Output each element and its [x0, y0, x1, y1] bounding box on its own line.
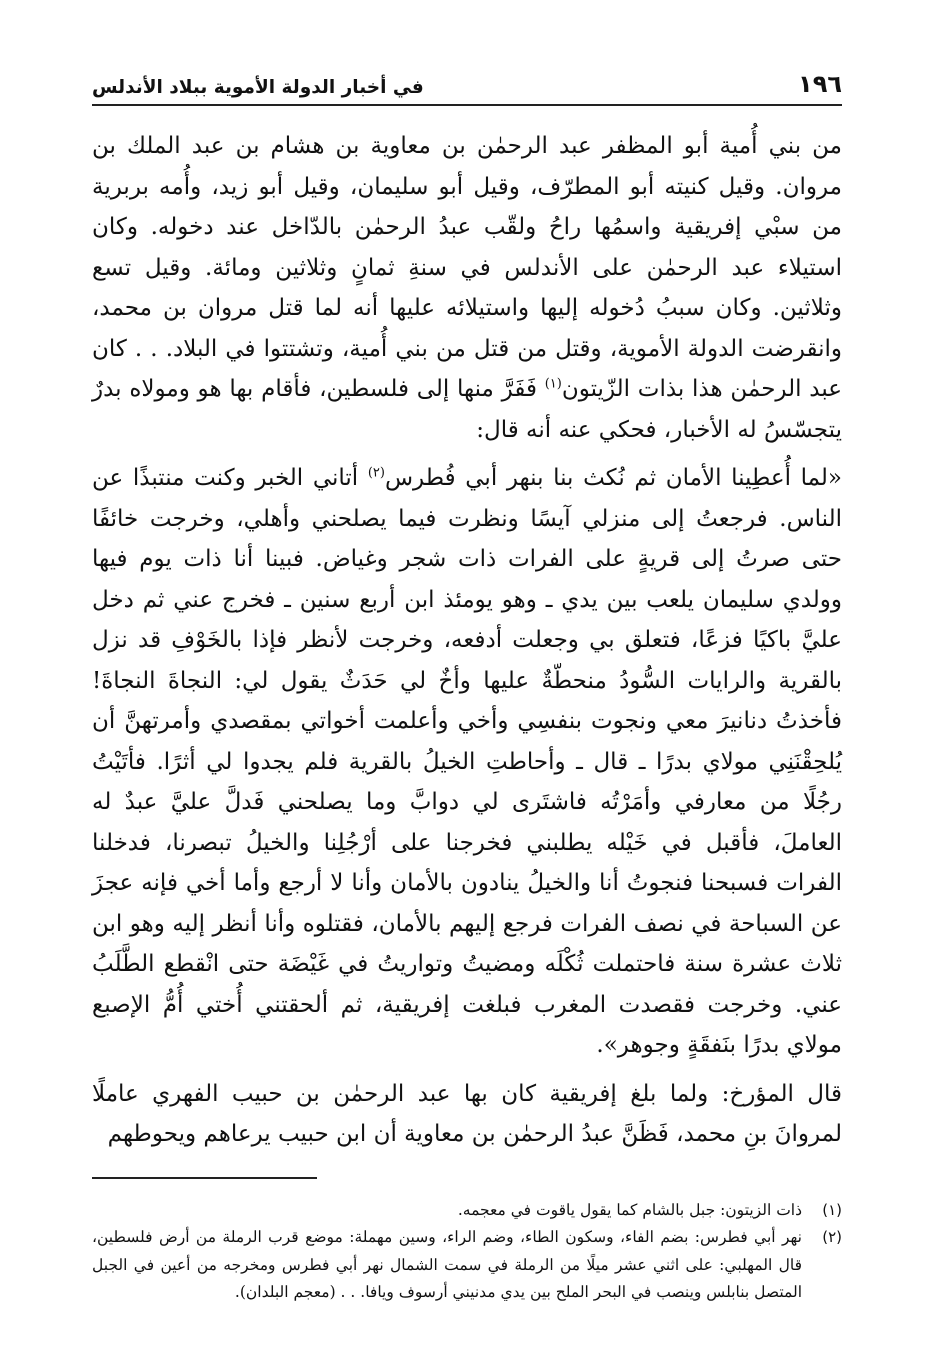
footnote-text: نهر أبي فطرس: بضم الفاء، وسكون الطاء، وضم الراء، وسين مهملة: موضع قرب الرملة من أرض فلسطين، قال المهلبي: على اثني عشر ميلًا من الرملة في سمت الشمال نهر أبي فطرس ومخرجه من أعين في الجبل المتصل بنابلس وينصب في البحر الملح بين يدي مدنيني أرسوف ويافا. . . (معجم البلدان).	[92, 1228, 802, 1301]
footnote-text: ذات الزيتون: جبل بالشام كما يقول ياقوت في معجمه.	[457, 1200, 802, 1219]
paragraph-text: أتاني الخبر وكنت منتبذًا عن الناس. فرجعتُ إلى منزلي آيسًا ونظرت فيما يصلحني وأهلي، وخرجت خائفًا حتى صرتُ إلى قريةٍ على الفرات ذات شجر وغياض. فبينا أنا ذات يوم فيها وولدي سليمان يلعب بين يدي ـ وهو يومئذ ابن أربع سنين ـ فخرج عني ثم دخل عليَّ باكيًا فزعًا، فتعلق بي وجعلت أدفعه، وخرجت لأنظر فإذا بالخَوْفِ قد نزل بالقرية والرايات السُّودُ منحطّةٌ عليها وأخٌ لي حَدَثٌ يقول لي: النجاةَ النجاةَ! فأخذتُ دنانيرَ معي ونجوت بنفسِي وأخي وأعلمت أخواتي بمقصدي وأمرتهنَّ أن يُلحِقْنَنِي مولاي بدرًا ـ قال ـ وأحاطتِ الخيلُ بالقرية فلم يجدوا لي أثرًا. فأتَيْتُ رجُلًا من معارفي وأمَرْتُه فاشتَرى لي دوابَّ وما يصلحني فَدلَّ عليَّ عبدٌ له العاملَ، فأقبل في خَيْله يطلبني فخرجنا على أرْجُلِنا والخيلُ تبصرنا، فدخلنا الفرات فسبحنا فنجوتُ أنا والخيلُ ينادون بالأمان وأنا لا أرجع وأما أخي فإنه عجزَ عن السباحة في نصف الفرات فرجع إليهم بالأمان، فقتلوه وأنا أنظر إليه وهو ابن ثلاث عشرة سنة فاحتملت ثُكْلَه ومضيتُ وتواريتُ في غَيْضَة حتى انْقطع الطَّلَبُ عني. وخرجت فقصدت المغرب فبلغت إفريقية، ثم ألحقتني أُختي أُمُّ الإصبع مولاي بدرًا بنَفقَةٍ وجوهر».	[92, 465, 842, 1058]
footnotes	[92, 1197, 842, 1307]
paragraph-text: «لما أُعطِينا الأمان ثم نُكث بنا بنهر أبي فُطرس	[384, 465, 842, 491]
footnote-marker: (١)	[822, 1200, 842, 1219]
footnote-ref-1[interactable]: (١)	[544, 376, 562, 392]
paragraph-3	[92, 1074, 842, 1155]
footnote-divider	[92, 1177, 317, 1179]
paragraph-1	[92, 126, 842, 450]
book-page	[92, 62, 842, 1322]
main-text	[92, 126, 842, 1155]
running-header	[92, 62, 842, 106]
paragraph-text: قال المؤرخ: ولما بلغ إفريقية كان بها عبد الرحمٰن بن حبيب الفهري عاملًا لمروانَ بنِ محمد، فَظَنَّ عبدُ الرحمٰن بن معاوية أن ابن حبيب يرعاهم ويحوطهم	[92, 1080, 842, 1147]
page-number: ١٩٦	[798, 70, 842, 98]
footnote-ref-2[interactable]: (٢)	[367, 465, 385, 481]
footnote-marker: (٢)	[822, 1228, 842, 1246]
footnote-2	[92, 1224, 842, 1307]
running-title: في أخبار الدولة الأموية ببلاد الأندلس	[92, 77, 424, 98]
paragraph-text: فَفَرَّ منها إلى فلسطين، فأقام بها هو ومولاه بدرٌ يتجسّسُ له الأخبار، فحكي عنه أنه قال:	[92, 376, 842, 443]
paragraph-2	[92, 458, 842, 1066]
footnote-1	[92, 1197, 842, 1225]
paragraph-text: من بني أُمية أبو المظفر عبد الرحمٰن بن معاوية بن هشام بن عبد الملك بن مروان. وقيل كنيته أبو المطرّف، وقيل أبو سليمان، وقيل أبو زيد، وأُمه بربرية من سبْي إفريقية واسمُها راحُ ولقّب عبدُ الرحمٰن بالدّاخل عند دخوله. وكان استيلاء عبد الرحمٰن على الأندلس في سنةِ ثمانٍ وثلاثين ومائة. وقيل تسع وثلاثين. وكان سببُ دُخوله إليها واستيلائه عليها أنه لما قتل مروان بن محمد، وانقرضت الدولة الأموية، وقتل من قتل من بني أُمية، وتشتتوا في البلاد. . . كان عبد الرحمٰن هذا بذات الزّيتون	[92, 133, 843, 402]
